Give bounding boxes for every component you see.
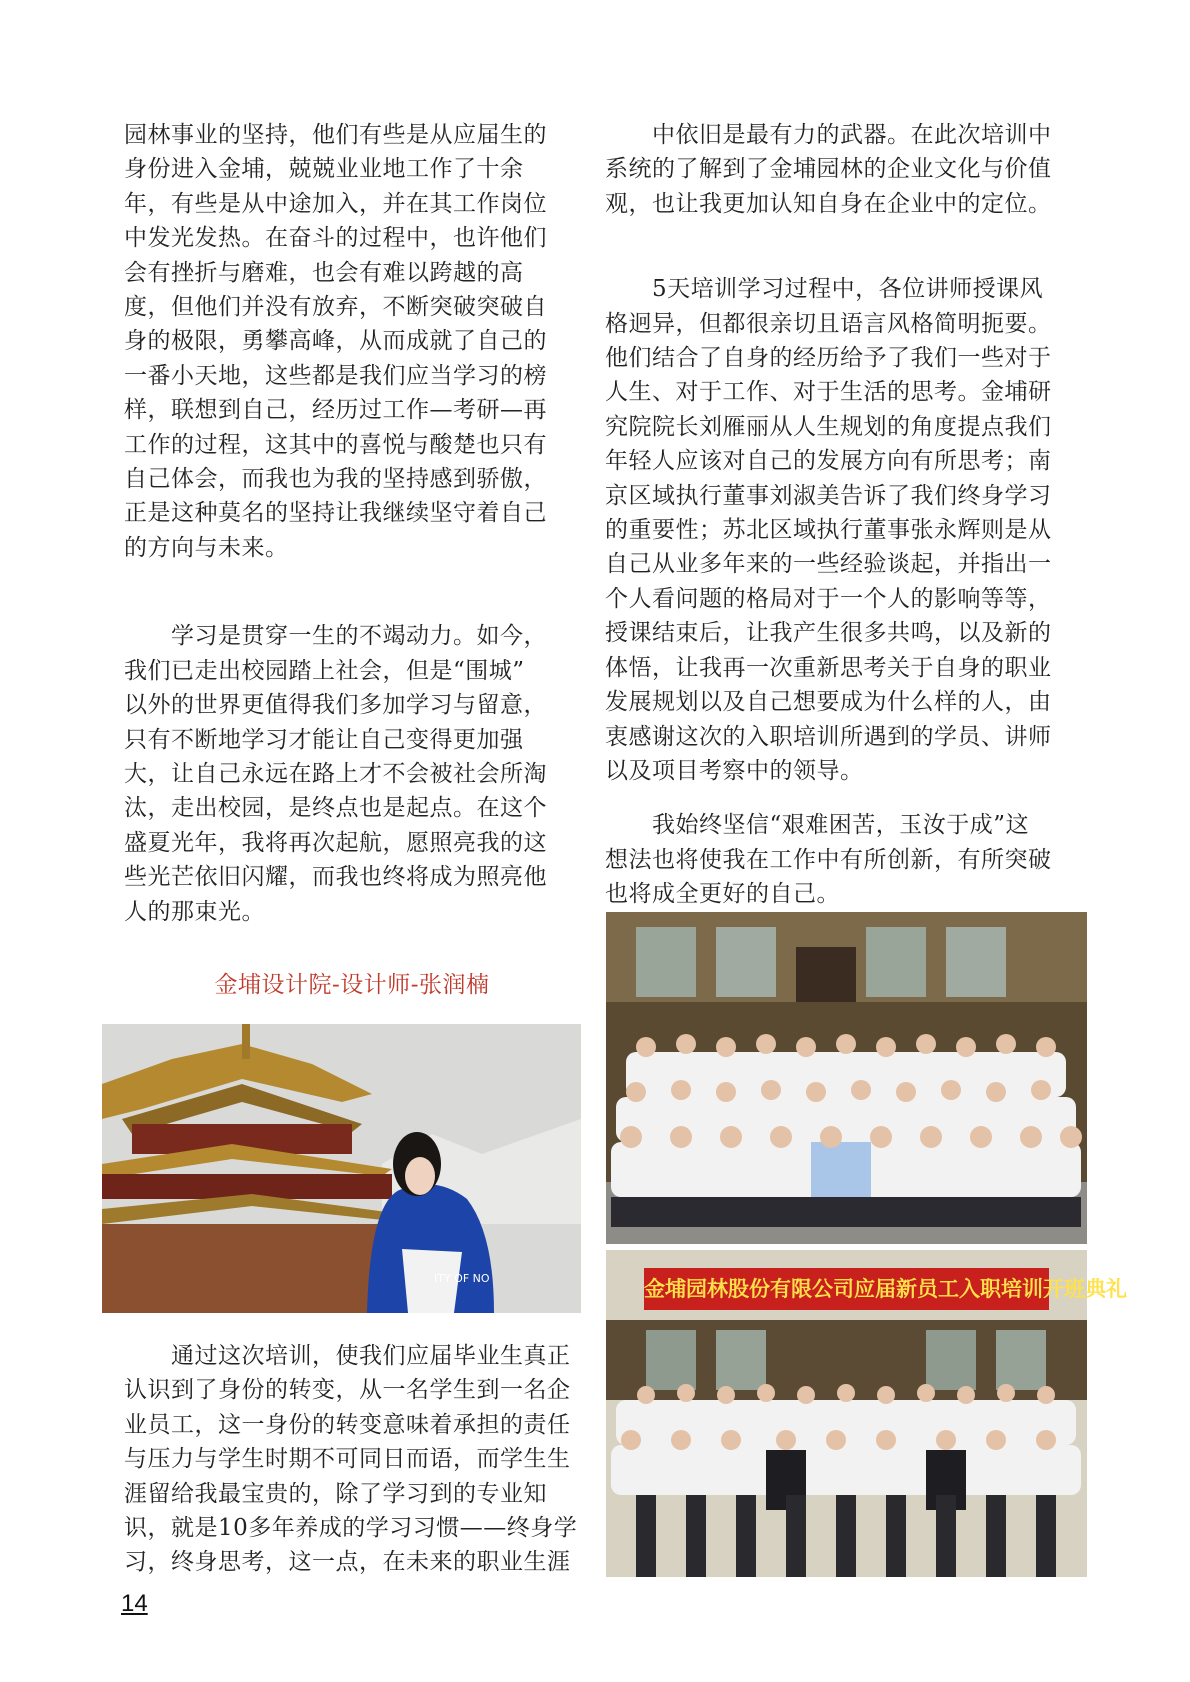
- group-photo-1: [606, 912, 1087, 1244]
- right-paragraph-1: 中依旧是最有力的武器。在此次培训中 系统的了解到了金埔园林的企业文化与价值 观，也让我更加认知自身在企业中的定位。: [605, 122, 1052, 217]
- jacket-text: ITY OF NO: [434, 1272, 490, 1285]
- left-paragraph-3: 通过这次培训，使我们应届毕业生真正 认识到了身份的转变，从一名学生到一名企 业员工，这一身份的转变意味着承担的责任 与压力与学生时期不可同日而语，而学生生 涯留给我最宝贵的，除了学习到的专业知 识，就是10多年养成的学习习惯——终身学 习，终身思考，这一点，在未来的职业生涯: [124, 1343, 578, 1576]
- temple-snow-photo: [102, 1024, 581, 1313]
- group-photo-1-illustration: [606, 912, 1087, 1244]
- left-paragraph-1: 园林事业的坚持，他们有些是从应届生的 身份进入金埔，兢兢业业地工作了十余 年，有些是从中途加入，并在其工作岗位 中发光发热。在奋斗的过程中，也许他们 会有挫折与磨难，也会有难以跨越的高 度，但他们并没有放弃，不断突破突破自 身的极限，勇攀高峰，从而成就了自己的 一番小天地，这些都是我们应当学习的榜 样，联想到自己，经历过工作—考研—再 工作的过程，这其中的喜悦与酸楚也只有 自己体会，而我也为我的坚持感到骄傲， 正是这种莫名的坚持让我继续坚守着自己 的方向与未来。: [124, 122, 547, 561]
- group-photo-2: [606, 1250, 1127, 1577]
- author-byline: 金埔设计院-设计师-张润楠: [214, 971, 490, 998]
- ceremony-banner: 金埔园林股份有限公司应届新员工入职培训开班典礼: [644, 1268, 1049, 1310]
- right-column: [605, 118, 1063, 912]
- left-column: [124, 118, 580, 1005]
- left-column-lower: [124, 1339, 580, 1580]
- page-number: 14: [121, 1590, 148, 1617]
- temple-snow-illustration: [102, 1024, 581, 1313]
- left-paragraph-2: 学习是贯穿一生的不竭动力。如今， 我们已走出校园踏上社会，但是“围城” 以外的世界更值得我们多加学习与留意， 只有不断地学习才能让自己变得更加强 大，让自己永远在路上才不会被社会所淘 汰，走出校园，是终点也是起点。在这个 盛夏光年，我将再次起航，愿照亮我的这 些光芒依旧闪耀，而我也终将成为照亮他 人的那束光。: [124, 623, 547, 925]
- right-paragraph-3: 我始终坚信“艰难困苦，玉汝于成”这 想法也将使我在工作中有所创新，有所突破 也将成全更好的自己。: [605, 812, 1052, 908]
- right-paragraph-2: 5天培训学习过程中，各位讲师授课风 格迥异，但都很亲切且语言风格简明扼要。 他们结合了自身的经历给予了我们一些对于 人生、对于工作、对于生活的思考。金埔研 究院院长刘雁丽从人生规划的角度提点我们 年轻人应该对自己的发展方向有所思考；南 京区域执行董事刘淑美告诉了我们终身学习 的重要性；苏北区域执行董事张永辉则是从 自己从业多年来的一些经验谈起，并指出一 个人看问题的格局对于一个人的影响等等， 授课结束后，让我产生很多共鸣，以及新的 体悟，让我再一次重新思考关于自身的职业 发展规划以及自己想要成为什么样的人，由 衷感谢这次的入职培训所遇到的学员、讲师 以及项目考察中的领导。: [605, 276, 1052, 784]
